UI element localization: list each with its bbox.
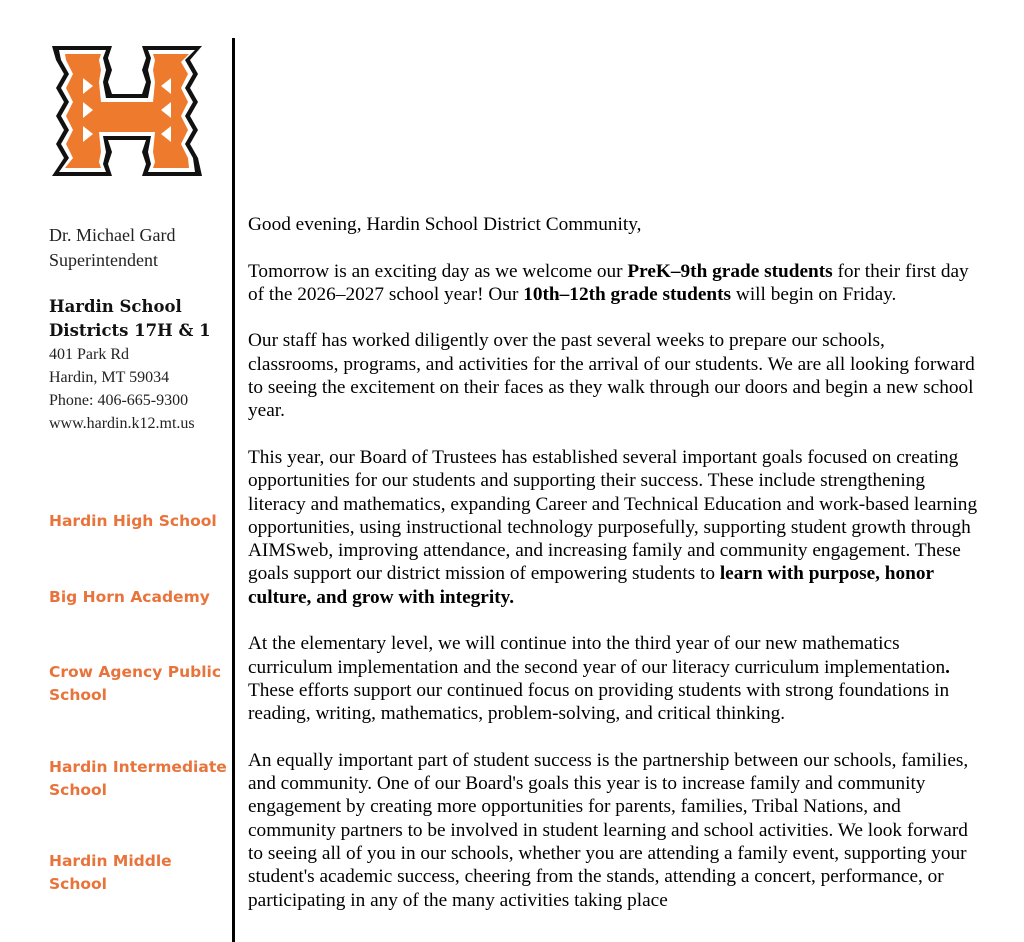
greeting: Good evening, Hardin School District Community, — [248, 214, 642, 235]
address-line1: 401 Park Rd — [49, 346, 129, 363]
text-run: At the elementary level, we will continue into the third year of our new mathematics curriculum implementation and the second year of our literacy curriculum implementation — [248, 633, 946, 678]
website[interactable]: www.hardin.k12.mt.us — [49, 415, 195, 432]
bold-run: 10th–12th grade students — [523, 283, 732, 305]
paragraph-3 — [248, 446, 978, 609]
text-run: will begin on Friday. — [731, 283, 897, 305]
vertical-divider — [232, 38, 235, 942]
school-name: Hardin High School — [49, 512, 217, 530]
school-link-hardin-middle[interactable] — [49, 850, 227, 896]
school-name-line1: Crow Agency Public — [49, 663, 222, 681]
superintendent-title: Superintendent — [49, 250, 158, 270]
district-name-line1: Hardin School — [49, 297, 182, 316]
hardin-h-logo — [50, 46, 204, 176]
bold-run: PreK–9th grade students — [627, 260, 833, 282]
school-link-hardin-high[interactable] — [49, 510, 227, 533]
bold-run: . — [945, 656, 950, 678]
school-link-big-horn-academy[interactable] — [49, 586, 227, 609]
text-run: This year, our Board of Trustees has established several important goals focused on creating opportunities for our students and supporting their success. These include strengthening literacy and mathematics, expanding Career and Technical Education and work-based learning opportunities, using instructional technology purposefully, supporting student growth through AIMSweb, improving attendance, and increasing family and community engagement. These goals support our district mission of empowering students to — [248, 446, 978, 585]
paragraph-5: An equally important part of student success is the partnership between our schools, families, and community. One of our Board's goals this year is to increase family and community engagement by creating more opportunities for parents, families, Tribal Nations, and community partners to be involved in student learning and school activities. We look forward to seeing all of you in our schools, whether you are attending a family event, supporting your student's academic success, cheering from the stands, attending a concert, performance, or participating in any of the many activities taking place — [248, 749, 969, 911]
contact-block — [49, 223, 227, 435]
school-link-crow-agency[interactable] — [49, 661, 227, 707]
school-name-line2: School — [49, 686, 107, 704]
school-name-line2: School — [49, 875, 107, 893]
school-name-line1: Hardin Middle — [49, 852, 172, 870]
school-link-hardin-intermediate[interactable] — [49, 756, 227, 802]
school-name-line2: School — [49, 781, 107, 799]
paragraph-1 — [248, 260, 978, 307]
paragraph-4 — [248, 632, 978, 725]
school-name-line1: Hardin Intermediate — [49, 758, 227, 776]
text-run: for their first day of the 2026–2027 school year! Our — [248, 260, 969, 305]
superintendent-name: Dr. Michael Gard — [49, 225, 176, 245]
school-name: Big Horn Academy — [49, 588, 210, 606]
text-run: These efforts support our continued focus on providing students with strong foundations in reading, writing, mathematics, problem-solving, and critical thinking. — [248, 679, 950, 725]
address-line2: Hardin, MT 59034 — [49, 369, 170, 386]
phone: Phone: 406-665-9300 — [49, 392, 189, 409]
bold-run: learn with purpose, honor culture, and grow with integrity. — [248, 563, 934, 608]
district-name-line2: Districts 17H & 1 — [49, 321, 211, 340]
paragraph-2: Our staff has worked diligently over the past several weeks to prepare our schools, classrooms, programs, and activities for the arrival of our students. We are all looking forward to seeing the excitement on their faces as they walk through our doors and begin a new school year. — [248, 330, 975, 422]
district-name — [49, 295, 224, 343]
text-run: Tomorrow is an exciting day as we welcome our — [248, 260, 628, 282]
letter-body — [248, 213, 978, 935]
